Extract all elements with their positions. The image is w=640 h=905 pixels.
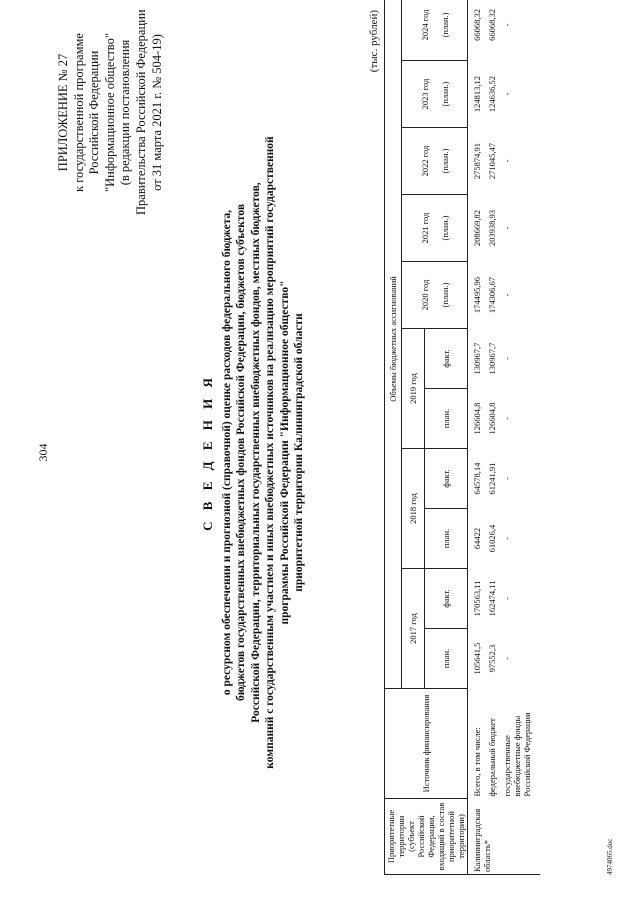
document-title: С В Е Д Е Н И Я [200,374,215,531]
table-row [468,0,484,875]
value-cell: - [502,597,512,600]
header-fact: факт. [425,449,468,509]
appendix-line: ПРИЛОЖЕНИЕ № 27 [56,53,70,172]
appendix-line: (в редакции постановления [118,39,133,186]
plan-label: (план.) [439,81,450,107]
value-cell: 124636,52 [487,75,497,113]
value-cell: 61241,91 [487,462,497,495]
header-territory: Приоритетные территории (субъект Российской Федерации, входящий в состав приоритетной территории) [385,799,468,875]
year-label: 2020 год [419,279,430,311]
value-cell: 162474,11 [487,580,497,617]
header-year [402,262,468,329]
document-subtitle [220,120,306,785]
units-label: (тыс. рублей) [368,10,380,73]
value-cell: 97552,3 [487,644,497,673]
subtitle-line: Российской Федерации, территориальных государственных внебюджетных фондов, местных бюджетов, [249,182,262,723]
value-cell: 66068,32 [487,9,497,41]
header-plan: план. [425,629,468,689]
appendix-line: Правительства Российской Федерации [133,9,148,215]
value-cell: 64422 [472,527,482,550]
value-cell: 174306,67 [487,276,497,314]
value-cell: 66068,32 [472,9,482,41]
value-cell: - [502,23,512,27]
header-year [402,0,468,61]
header-fact: факт. [425,329,468,389]
value-cell: - [502,477,512,480]
table-row [483,0,498,875]
document-code: 4974065.doc [606,838,614,875]
year-label: 2024 год [419,9,430,41]
plan-label: (план.) [439,215,450,241]
value-cell: - [502,357,512,360]
value-cell: 275874,91 [472,142,482,180]
value-cell: - [502,537,512,540]
value-cell: 126604,8 [487,402,497,435]
page-number: 304 [36,443,50,462]
year-label: 2021 год [419,212,430,244]
subtitle-line: о ресурсном обеспечении и прогнозной (справочной) оценке расходов федерального бюджета, [221,209,233,696]
appendix-line: от 31 марта 2021 г. № 504-19) [149,34,164,191]
header-volumes: Объемы бюджетных ассигнований [385,0,402,689]
value-cell: - [502,657,512,660]
territory-name: Калининградская область* [468,799,541,875]
budget-table [384,0,540,875]
value-cell: 61026,4 [487,524,497,553]
source-cell: Всего, в том числе: [472,727,482,797]
source-cell: государственные внебюджетные фонды Российской Федерации [502,712,532,797]
value-cell: 130967,7 [487,342,497,375]
header-source: Источник финансирования [385,689,468,799]
appendix-line: к государственной программе [71,33,86,192]
year-label: 2023 год [419,78,430,110]
header-year: 2019 год [402,329,425,449]
appendix-line: Российской Федерации [87,50,102,175]
appendix-block [56,10,165,215]
appendix-line: "Информационное общество" [102,33,117,192]
header-year [402,195,468,262]
value-cell: 130967,7 [472,342,482,375]
value-cell: 271045,47 [487,142,497,180]
subtitle-line: компаний с государственным участием и иных внебюджетных источников на реализацию мероприятий государственной [264,136,277,769]
value-cell: 124813,12 [472,75,482,113]
value-cell: 208669,82 [472,209,482,247]
header-year [402,128,468,195]
header-plan: план. [425,389,468,449]
value-cell: 174495,96 [472,276,482,314]
header-plan: план. [425,509,468,569]
table-row [498,0,540,875]
plan-label: (план.) [439,282,450,308]
value-cell: 203938,93 [487,209,497,247]
year-label: 2022 год [419,145,430,177]
value-cell: 64578,14 [472,462,482,495]
subtitle-line: программы Российской Федерации "Информационное общество" [278,280,291,625]
plan-label: (план.) [439,148,450,174]
source-cell: федеральный бюджет [487,718,497,797]
header-year [402,61,468,128]
value-cell: - [502,226,512,230]
value-cell: - [502,417,512,420]
value-cell: - [502,92,512,96]
header-fact: факт. [425,569,468,629]
value-cell: 126604,8 [472,402,482,435]
subtitle-line: приоритетной территории Калининградской области [293,313,306,592]
value-cell: 170563,11 [472,580,482,617]
header-year: 2017 год [402,569,425,689]
header-year: 2018 год [402,449,425,569]
budget-table-body [468,0,541,875]
value-cell: 105641,5 [472,642,482,675]
value-cell: - [502,159,512,163]
value-cell: - [502,293,512,297]
subtitle-line: бюджетов государственных внебюджетных фондов Российской Федерации, бюджетов субъектов [235,203,248,702]
plan-label: (план.) [439,12,450,38]
